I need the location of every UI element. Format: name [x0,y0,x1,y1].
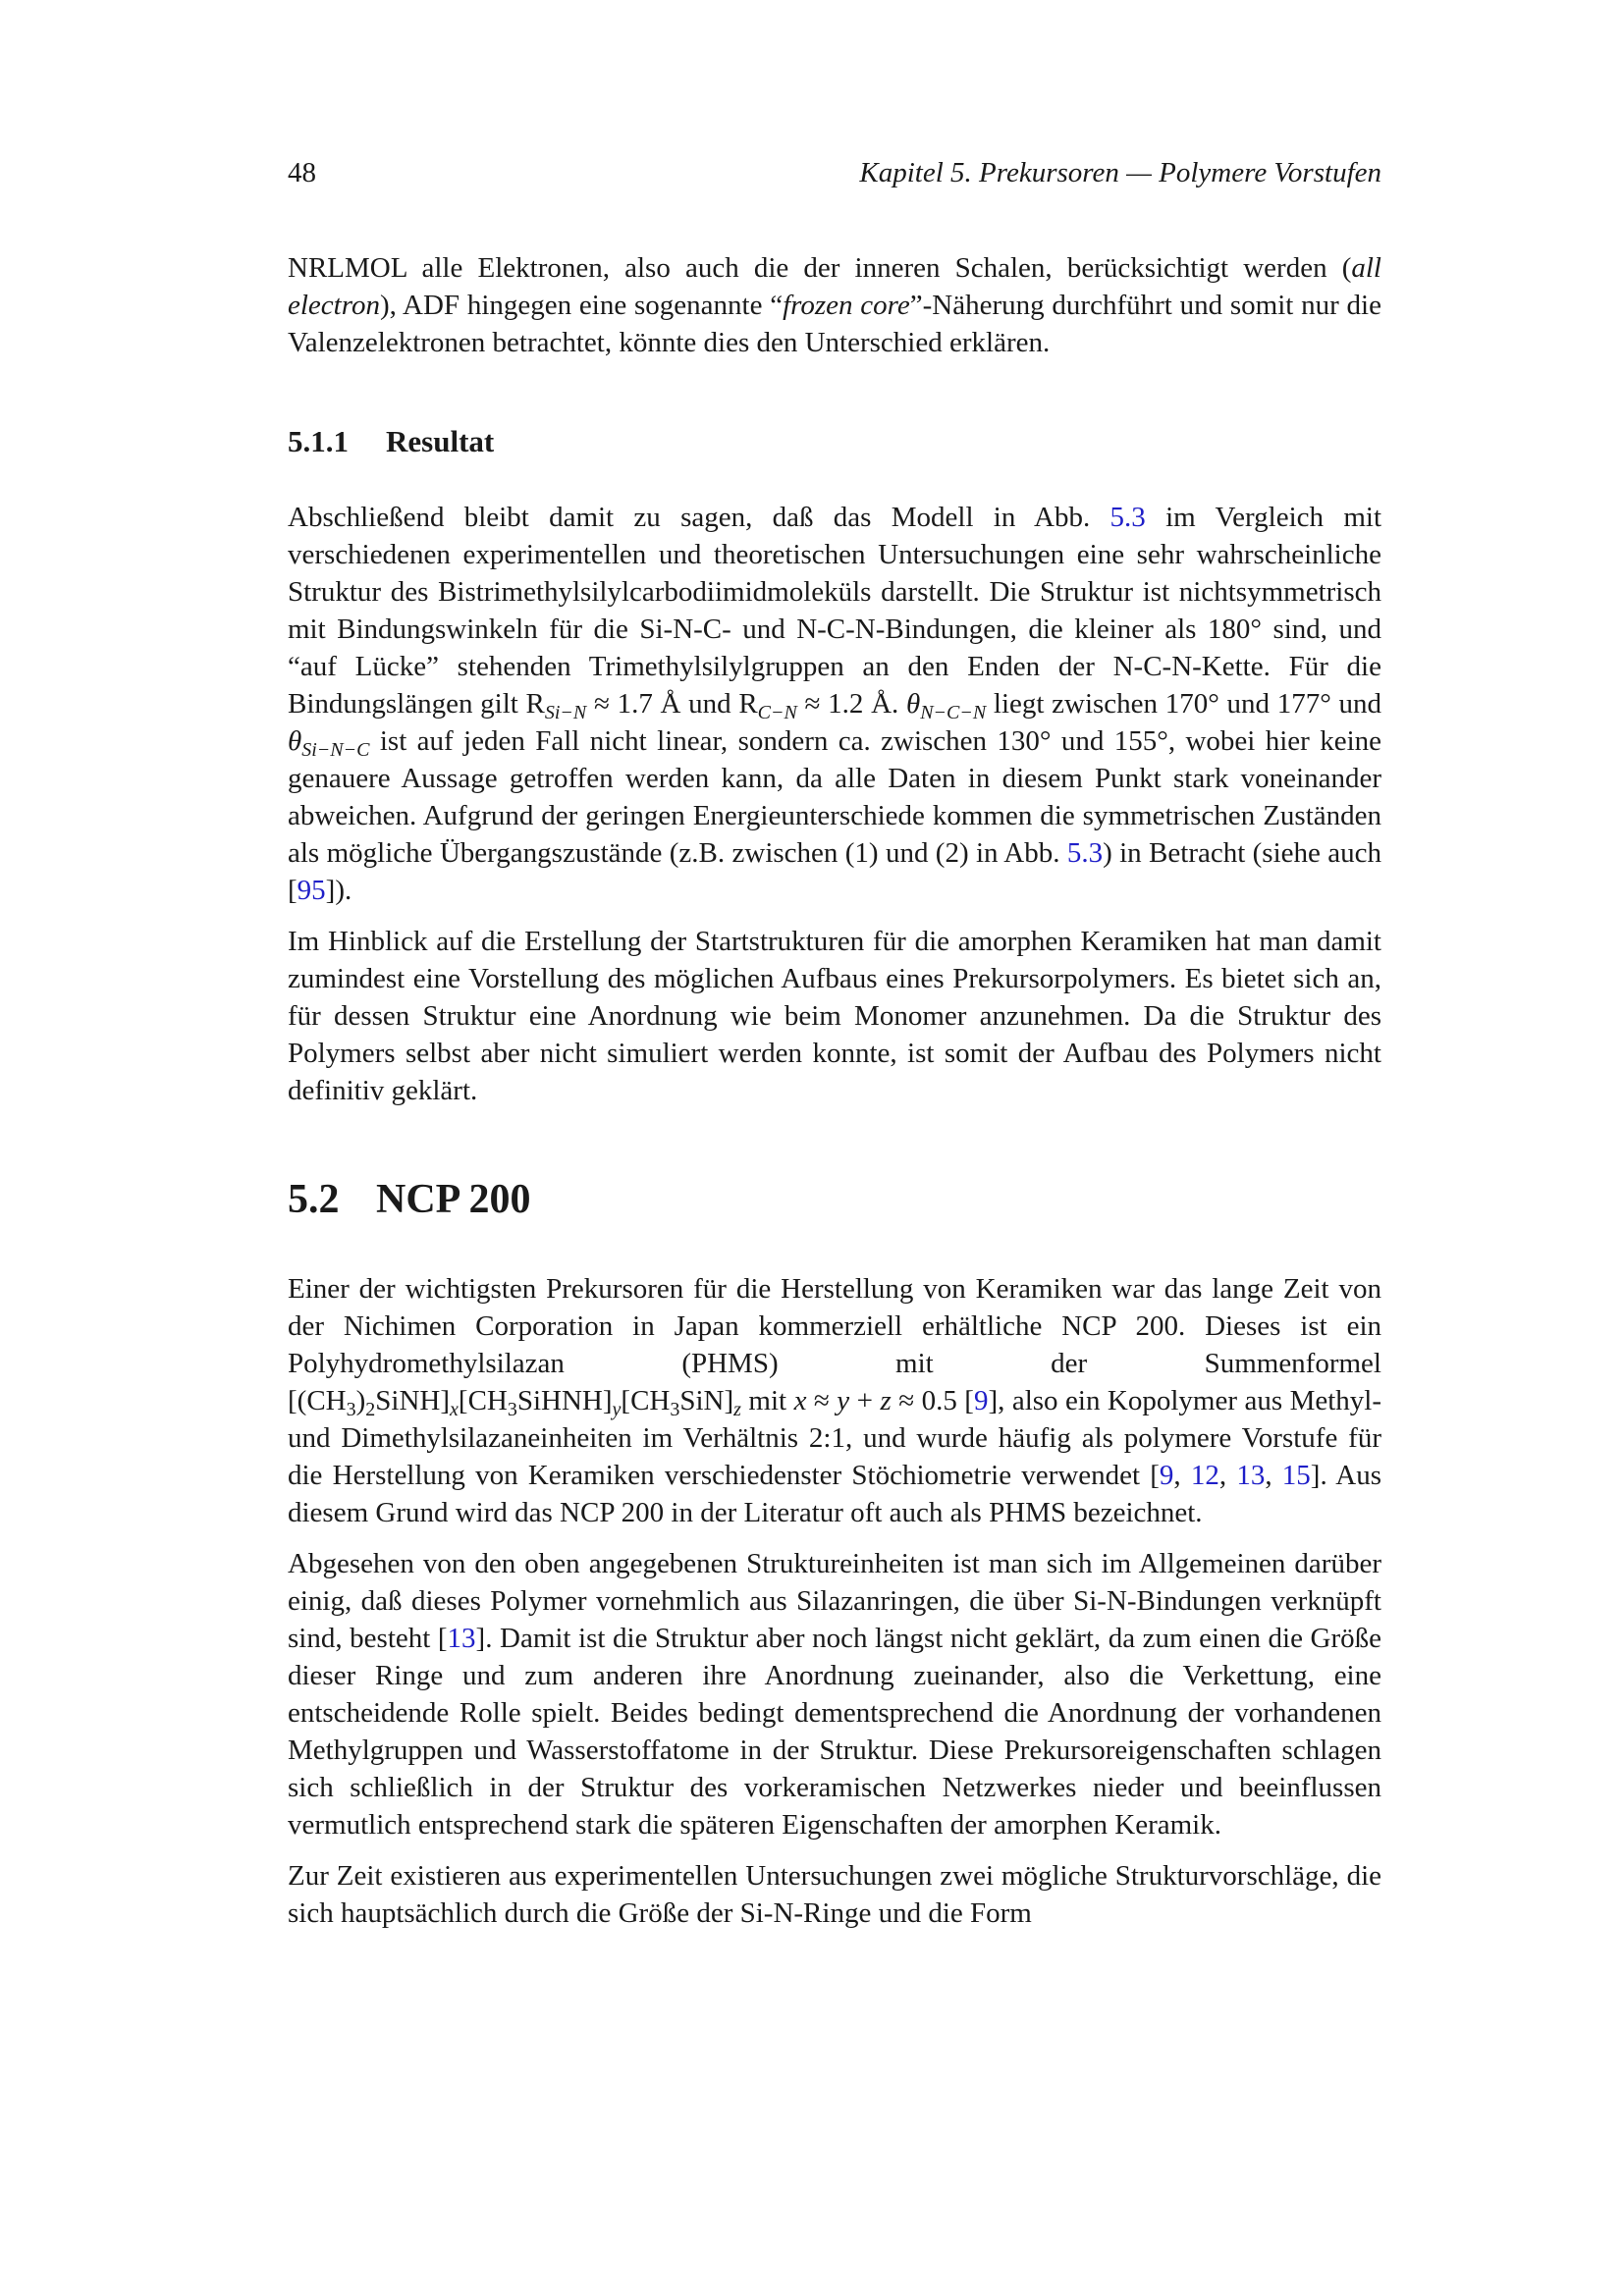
section-title: Resultat [386,424,495,458]
citation-link[interactable]: 13 [1236,1460,1266,1491]
citation-link[interactable]: 9 [973,1385,989,1416]
chapter-title: Kapitel 5. Prekursoren — Polymere Vorstufen [859,157,1381,188]
ncp-paragraph-1: Einer der wichtigsten Prekursoren für die Herstellung von Keramiken war das lange Zeit von der Nichimen Corporation in Japan kommerziell erhältliche NCP 200. Dieses ist ein Polyhydromethylsilazan (PHMS) mit der Summenformel $[(CH_3)_2SiNH]_x[CH_3SiHNH]_y[CH_3SiN]_z$ mit x ≈ y + z ≈ 0.5 [9], also ein Kopolymer aus Methyl- und Dimethylsilazaneinheiten im Verhältnis 2:1, und wurde häufig als polymere Vorstufe für die Herstellung von Keramiken verschiedenster Stöchiometrie verwendet [9, 12, 13, 15]. Aus diesem Grund wird das NCP 200 in der Literatur oft auch als PHMS bezeichnet. [288,1273,1382,1528]
citation-link[interactable]: 15 [1281,1460,1311,1491]
citation-link[interactable]: 9 [1159,1460,1174,1491]
running-header [288,157,1381,200]
ncp-paragraph-2: Abgesehen von den oben angegebenen Struktureinheiten ist man sich im Allgemeinen darüber einig, daß dieses Polymer vornehmlich aus Silazanringen, die über Si-N-Bindungen verknüpft sind, besteht [13]. Damit ist die Struktur aber noch längst nicht geklärt, da zum einen die Größe dieser Ringe und zum anderen ihre Anordnung zueinander, also die Verkettung, eine entscheidende Rolle spielt. Beides bedingt dementsprechend die Anordnung der vorhandenen Methylgruppen und Wasserstoffatome in der Struktur. Diese Prekursoreigenschaften schlagen sich schließlich in der Struktur des vorkeramischen Netzwerkes nieder und beeinflussen vermutlich entsprechend stark die späteren Eigenschaften der amorphen Keramik. [288,1548,1381,1841]
intro-paragraph: NRLMOL alle Elektronen, also auch die der inneren Schalen, berücksichtigt werden (all electron), ADF hingegen eine sogenannte “frozen core”-Näherung durchführt und somit nur die Valenzelektronen betrachtet, könnte dies den Unterschied erklären. [288,252,1381,358]
page [288,157,1381,1946]
citation-link[interactable]: 12 [1190,1460,1219,1491]
section-heading-5-1-1 [288,422,1381,461]
result-paragraph-1: Abschließend bleibt damit zu sagen, daß das Modell in Abb. 5.3 im Vergleich mit verschiedenen experimentellen und theoretischen Untersuchungen eine sehr wahrscheinliche Struktur des Bistrimethylsilylcarbodiimidmoleküls darstellt. Die Struktur ist nichtsymmetrisch mit Bindungswinkeln für die Si-N-C- und N-C-N-Bindungen, die kleiner als 180° sind, und “auf Lücke” stehenden Trimethylsilylgruppen an den Enden der N-C-N-Kette. Für die Bindungslängen gilt $R_{Si-N} \approx 1.7$ Å und $R_{C-N} \approx 1.2$ Å. $\theta_{N-C-N}$ liegt zwischen 170° und 177° und $\theta_{Si-N-C}$ ist auf jeden Fall nicht linear, sondern ca. zwischen 130° und 155°, wobei hier keine genauere Aussage getroffen werden kann, da alle Daten in diesem Punkt stark voneinander abweichen. Aufgrund der geringen Energieunterschiede kommen die symmetrischen Zuständen als mögliche Übergangszustände (z.B. zwischen (1) und (2) in Abb. 5.3) in Betracht (siehe auch [95]). [288,502,1381,906]
ncp-paragraph-3: Zur Zeit existieren aus experimentellen Untersuchungen zwei mögliche Strukturvorschläge, die sich hauptsächlich durch die Größe der Si-N-Ringe und die Form [288,1860,1381,1929]
section-number: 5.2 [288,1177,340,1222]
citation-link[interactable]: 95 [297,875,326,906]
page-number: 48 [288,157,316,188]
result-paragraph-2: Im Hinblick auf die Erstellung der Startstrukturen für die amorphen Keramiken hat man damit zumindest eine Vorstellung des möglichen Aufbaus eines Prekursorpolymers. Es bietet sich an, für dessen Struktur eine Anordnung wie beim Monomer anzunehmen. Da die Struktur des Polymers selbst aber nicht simuliert werden konnte, ist somit der Aufbau des Polymers nicht definitiv geklärt. [288,926,1381,1106]
section-heading-5-2 [288,1174,1381,1225]
section-number: 5.1.1 [288,424,349,458]
figure-ref-link[interactable]: 5.3 [1066,837,1104,869]
figure-ref-link[interactable]: 5.3 [1109,502,1146,533]
section-title: NCP 200 [376,1177,531,1222]
citation-link[interactable]: 13 [447,1623,476,1654]
